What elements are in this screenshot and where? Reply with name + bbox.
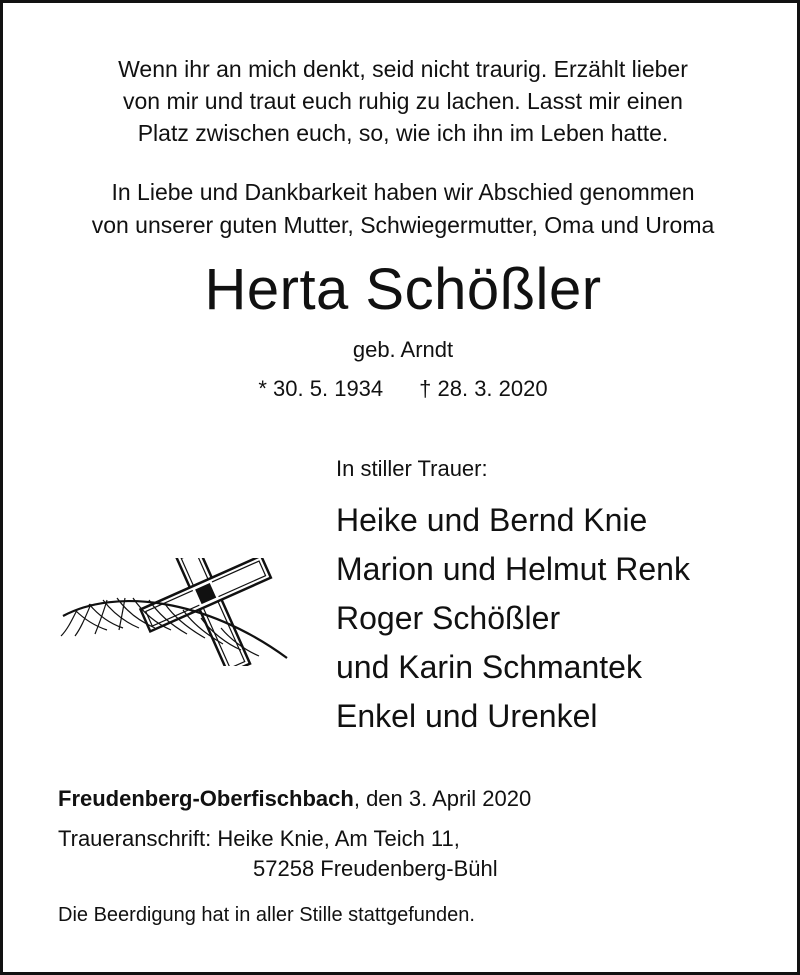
mourners-list bbox=[336, 496, 690, 741]
funeral-note: Die Beerdigung hat in aller Stille stattgefunden. bbox=[58, 904, 475, 926]
mourning-address bbox=[58, 824, 498, 884]
poem-line: Platz zwischen euch, so, wie ich ihn im Leben hatte. bbox=[137, 120, 669, 146]
address-line: 57258 Freudenberg-Bühl bbox=[253, 856, 498, 881]
poem-line: von mir und traut euch ruhig zu lachen. Lasst mir einen bbox=[123, 88, 683, 114]
notice-date: , den 3. April 2020 bbox=[353, 786, 532, 811]
life-dates bbox=[3, 375, 800, 403]
mourning-label: In stiller Trauer: bbox=[336, 456, 488, 481]
mourner-name: Roger Schößler bbox=[336, 600, 561, 636]
place-name: Freudenberg-Oberfischbach bbox=[58, 786, 354, 811]
death-date: † 28. 3. 2020 bbox=[419, 376, 548, 401]
poem-line: Wenn ihr an mich denkt, seid nicht traurig. Erzählt lieber bbox=[118, 56, 688, 82]
mourner-name: Enkel und Urenkel bbox=[336, 698, 598, 734]
memorial-poem bbox=[3, 53, 800, 149]
place-and-date bbox=[58, 784, 531, 814]
intro-line: In Liebe und Dankbarkeit haben wir Abschied genommen bbox=[111, 179, 695, 205]
intro-line: von unserer guten Mutter, Schwiegermutter, Oma und Uroma bbox=[91, 212, 715, 238]
mourner-name: und Karin Schmantek bbox=[336, 649, 642, 685]
mourner-name: Marion und Helmut Renk bbox=[336, 551, 690, 587]
address-line: Traueranschrift: Heike Knie, Am Teich 11, bbox=[58, 826, 460, 851]
farewell-intro bbox=[3, 176, 800, 242]
birth-date: * 30. 5. 1934 bbox=[258, 376, 384, 401]
mourner-name: Heike und Bernd Knie bbox=[336, 502, 648, 538]
cross-with-palm-frond-icon bbox=[55, 558, 295, 666]
birth-name: geb. Arndt bbox=[352, 337, 454, 362]
deceased-name: Herta Schößler bbox=[204, 257, 602, 322]
